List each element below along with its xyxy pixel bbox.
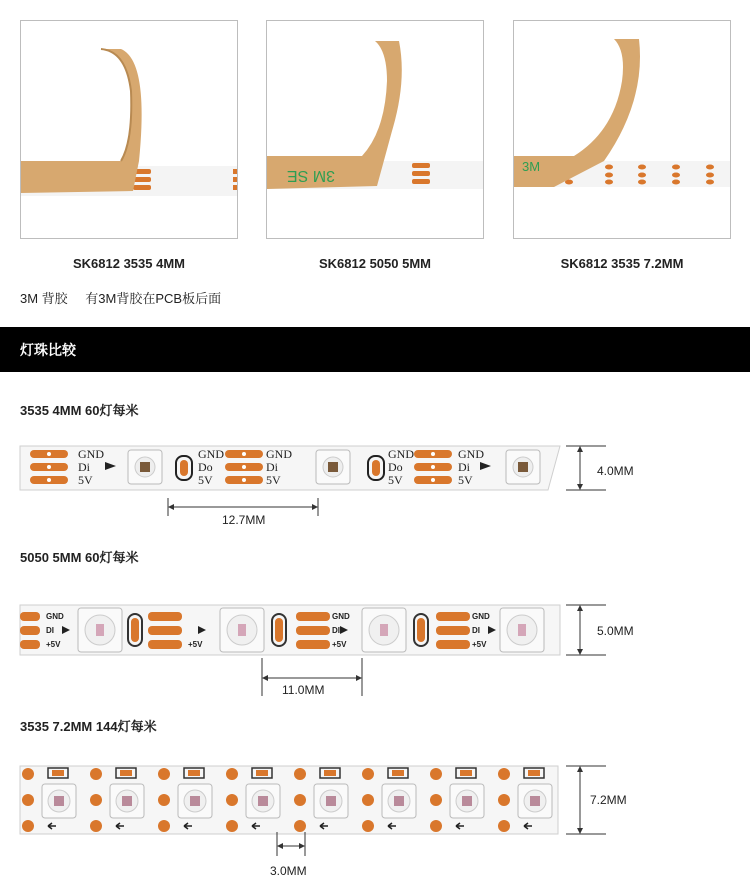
caption-5050-5mm: SK6812 5050 5MM (318, 256, 431, 271)
strip-1-label-do-d: Do (388, 460, 403, 474)
strip-1-label-5v-c: 5V (266, 473, 281, 487)
adhesive-note (20, 288, 235, 307)
strip-1-width-label: 4.0MM (597, 464, 634, 478)
strip-2-spacing-label: 11.0MM (282, 683, 325, 697)
strip-1-label-5v-a: 5V (78, 473, 93, 487)
strip-2-label-gnd-c: GND (332, 612, 350, 621)
strip-1-label-gnd-a: GND (78, 447, 104, 461)
caption-3535-4mm: SK6812 3535 4MM (72, 256, 185, 271)
strip-2-spacing-dimension (0, 658, 750, 698)
strip-3-title: 3535 7.2MM 144灯每米 (20, 719, 157, 734)
strip-2-label-5v-a: +5V (46, 640, 61, 649)
strip-2-label-5v-d: +5V (472, 640, 487, 649)
product-photo-3535-4mm (20, 20, 238, 239)
strip-1-diagram (0, 438, 750, 498)
strip-2-label-di-a: DI (46, 626, 54, 635)
section-title: 灯珠比较 (20, 342, 76, 358)
product-photo-3535-7mm (513, 20, 731, 239)
strip-1-spacing-label: 12.7MM (222, 513, 266, 527)
strip-1-label-di-c: Di (266, 460, 278, 474)
caption-3535-7mm: SK6812 3535 7.2MM (560, 256, 684, 271)
strip-1-label-5v-b: 5V (198, 473, 213, 487)
svg-text:3M SE: 3M SE (286, 167, 335, 184)
strip-1-label-di-e: Di (458, 460, 470, 474)
strip-2-label-di-d: DI (472, 626, 480, 635)
strip-3-spacing-label: 3.0MM (270, 864, 307, 878)
strip-3-width-label: 7.2MM (590, 793, 627, 807)
strip-2-label-di-c: DI (332, 626, 340, 635)
strip-2-label-5v-c: +5V (332, 640, 347, 649)
strip-1-title: 3535 4MM 60灯每米 (20, 403, 139, 418)
strip-3-spacing-dimension (0, 832, 750, 862)
adhesive-label: 3M 背胶 (20, 291, 68, 306)
strip-2-label-gnd-a: GND (46, 612, 64, 621)
strip-2-title: 5050 5MM 60灯每米 (20, 550, 139, 565)
strip-3-diagram (0, 760, 750, 840)
strip-1-label-do-b: Do (198, 460, 213, 474)
strip-1-label-gnd-c: GND (266, 447, 292, 461)
strip-2-diagram (0, 600, 750, 660)
strip-2-width-label: 5.0MM (597, 624, 634, 638)
strip-1-spacing-dimension (0, 498, 750, 518)
strip-1-label-gnd-d: GND (388, 447, 414, 461)
strip-1-label-5v-e: 5V (458, 473, 473, 487)
strip-2-label-5v-b: +5V (188, 640, 203, 649)
strip-1-label-gnd-b: GND (198, 447, 224, 461)
section-band (0, 327, 750, 372)
strip-1-label-gnd-e: GND (458, 447, 484, 461)
svg-text:3M: 3M (522, 159, 541, 174)
strip-1-label-di-a: Di (78, 460, 90, 474)
strip-1-label-5v-d: 5V (388, 473, 403, 487)
product-photo-5050-5mm (266, 20, 484, 239)
adhesive-text: 有3M背胶在PCB板后面 (85, 291, 222, 306)
strip-2-label-gnd-d: GND (472, 612, 490, 621)
